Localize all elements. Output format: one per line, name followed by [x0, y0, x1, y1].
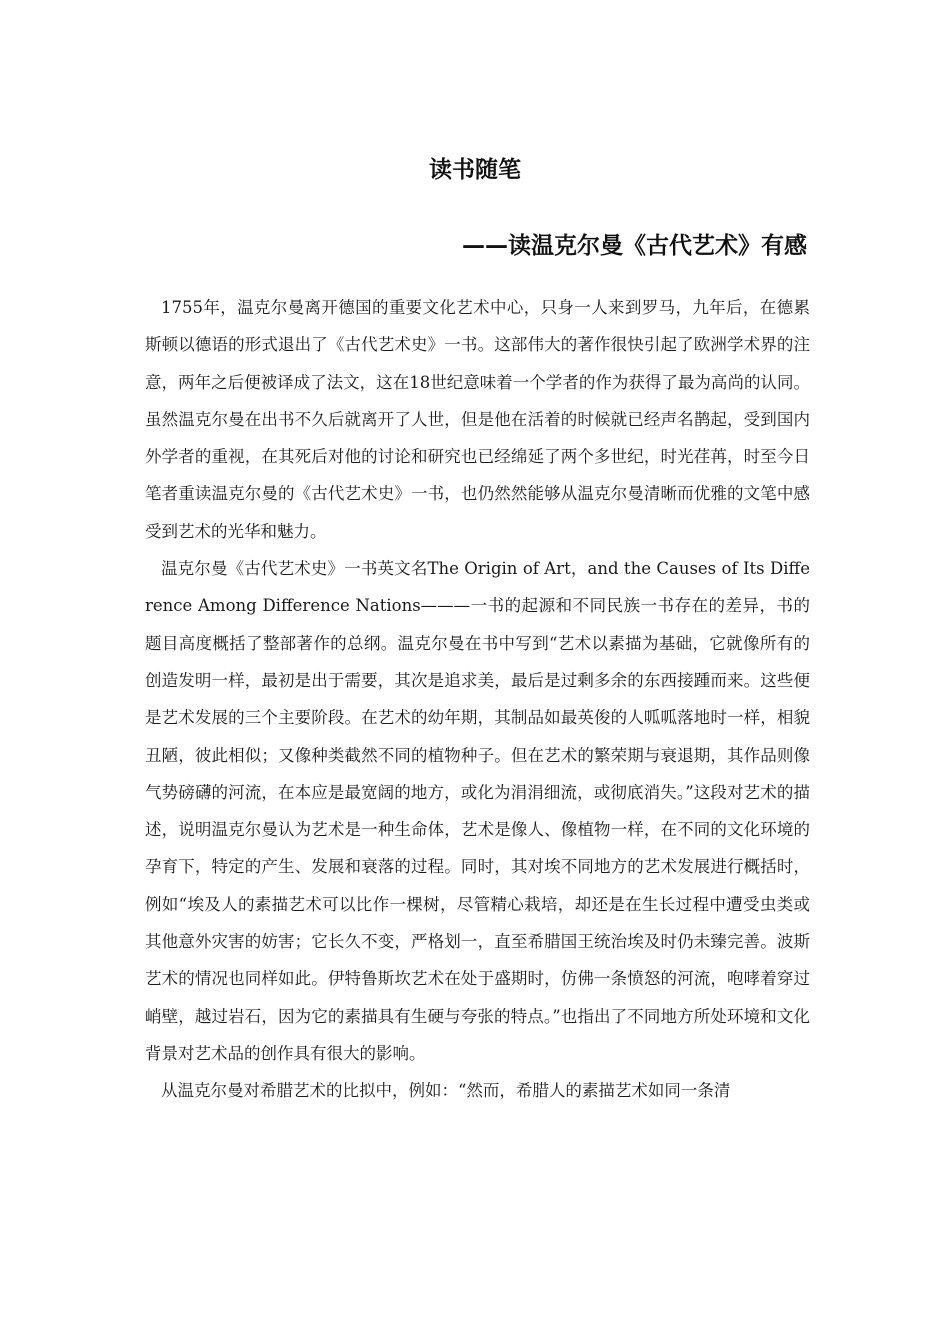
document-subtitle: ——读温克尔曼《古代艺术》有感 — [462, 233, 807, 259]
paragraph-2: 温克尔曼《古代艺术史》一书英文名The Origin of Art，and the Causes of Its Difference Among Difference Nations———一书的起源和不同民族一书存在的差异，书的题目高度概括了整部著作的总纲。温克尔曼在书中写到“艺术以素描为基础，它就像所有的创造发明一样，最初是出于需要，其次是追求美，最后是过剩多余的东西接踵而来。这些便是艺术发展的三个主要阶段。在艺术的幼年期，其制品如最英俊的人呱呱落地时一样，相貌丑陋，彼此相似；又像种类截然不同的植物种子。但在艺术的繁荣期与衰退期，其作品则像气势磅礴的河流，在本应是最宽阔的地方，或化为涓涓细流，或彻底消失。”这段对艺术的描述，说明温克尔曼认为艺术是一种生命体，艺术是像人、像植物一样，在不同的文化环境的孕育下，特定的产生、发展和衰落的过程。同时，其对埃不同地方的艺术发展进行概括时，例如“埃及人的素描艺术可以比作一棵树，尽管精心栽培，却还是在生长过程中遭受虫类或其他意外灾害的妨害；它长久不变，严格划一，直至希腊国王统治埃及时仍未臻完善。波斯艺术的情况也同样如此。伊特鲁斯坎艺术在处于盛期时，仿佛一条愤怒的河流，咆哮着穿过峭壁，越过岩石，因为它的素描具有生硬与夸张的特点。”也指出了不同地方所处环境和文化背景对艺术品的创作具有很大的影响。 — [145, 559, 810, 1063]
paragraph-1: 1755年，温克尔曼离开德国的重要文化艺术中心，只身一人来到罗马，九年后，在德累斯顿以德语的形式退出了《古代艺术史》一书。这部伟大的著作很快引起了欧洲学术界的注意，两年之后便被译成了法文，这在18世纪意味着一个学者的作为获得了最为高尚的认同。虽然温克尔曼在出书不久后就离开了人世，但是他在活着的时候就已经声名鹊起，受到国内外学者的重视，在其死后对他的讨论和研究也已经绵延了两个多世纪，时光荏苒，时至今日笔者重读温克尔曼的《古代艺术史》一书，也仍然然能够从温克尔曼清晰而优雅的文笔中感受到艺术的光华和魅力。 — [145, 298, 810, 541]
document-title: 读书随笔 — [429, 157, 521, 183]
document-body — [145, 289, 810, 1110]
paragraph-3: 从温克尔曼对希腊艺术的比拟中，例如：“然而，希腊人的素描艺术如同一条清 — [161, 1081, 731, 1101]
